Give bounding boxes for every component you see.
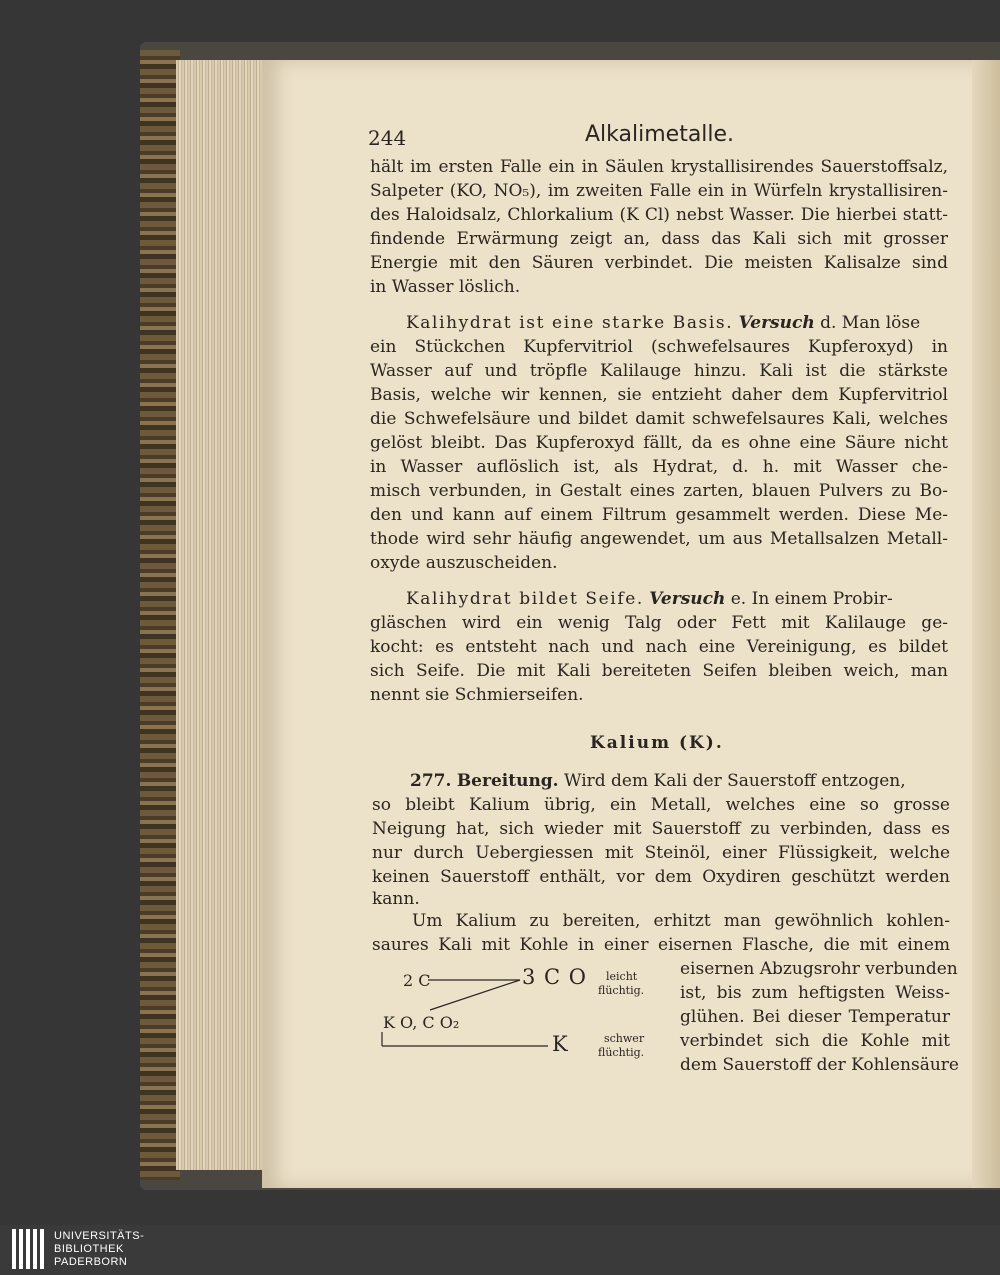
page-edges bbox=[176, 60, 268, 1170]
section-number: 277. bbox=[410, 771, 452, 791]
versuch-label: Versuch bbox=[738, 313, 815, 333]
text-line: hält im ersten Falle ein in Säulen krystallisirendes Sauerstoffsalz, bbox=[370, 157, 948, 177]
text-line: Basis, welche wir kennen, sie entzieht daher dem Kupfervitriol bbox=[370, 385, 948, 405]
text-line: Energie mit den Säuren verbindet. Die meisten Kalisalze sind bbox=[370, 253, 948, 273]
logo-text: PADERBORN bbox=[54, 1256, 128, 1268]
text-line: eisernen Abzugsrohr verbunden bbox=[680, 959, 958, 979]
text-line: die Schwefelsäure und bildet damit schwefelsaures Kali, welches bbox=[370, 409, 948, 429]
text-line: kann. bbox=[372, 889, 420, 909]
text-line: keinen Sauerstoff enthält, vor dem Oxydiren geschützt werden bbox=[372, 867, 950, 887]
text-line: oxyde auszuscheiden. bbox=[370, 553, 558, 573]
text-line: ist, bis zum heftigsten Weiss- bbox=[680, 983, 950, 1003]
text-line: thode wird sehr häufig angewendet, um aus Metallsalzen Metall- bbox=[370, 529, 948, 549]
running-title: Alkalimetalle. bbox=[585, 122, 735, 147]
text-line: glühen. Bei dieser Temperatur bbox=[680, 1007, 950, 1027]
note-fluechtig: flüchtig. bbox=[598, 984, 645, 997]
bold-keyword: Bereitung. bbox=[456, 771, 559, 791]
logo-text: UNIVERSITÄTS- bbox=[54, 1230, 145, 1242]
spaced-phrase: Kalihydrat ist eine starke Basis. bbox=[406, 313, 734, 333]
text-line: Wasser auf und tröpfle Kalilauge hinzu. Kali ist die stärkste bbox=[370, 361, 948, 381]
text-line: nur durch Uebergiessen mit Steinöl, einer Flüssigkeit, welche bbox=[372, 843, 950, 863]
text-run: d. Man löse bbox=[820, 313, 921, 333]
library-logo-icon bbox=[12, 1229, 46, 1269]
text-line: sich Seife. Die mit Kali bereiteten Seifen bleiben weich, man bbox=[370, 661, 948, 681]
note-fluechtig: flüchtig. bbox=[598, 1046, 645, 1059]
text-line: so bleibt Kalium übrig, ein Metall, welches eine so grosse bbox=[372, 795, 950, 815]
section-heading: Kalium (K). bbox=[590, 733, 724, 753]
spaced-phrase: Kalihydrat bildet Seife. bbox=[406, 589, 644, 609]
text-line: ein Stückchen Kupfervitriol (schwefelsaures Kupferoxyd) in bbox=[370, 337, 948, 357]
product-k: K bbox=[552, 1032, 568, 1056]
text-line: Salpeter (KO, NO₅), im zweiten Falle ein in Würfeln krystallisiren- bbox=[370, 181, 948, 201]
text-line: Neigung hat, sich wieder mit Sauerstoff zu verbinden, dass es bbox=[372, 819, 950, 839]
text-line: in Wasser löslich. bbox=[370, 277, 521, 297]
note-leicht: leicht bbox=[606, 970, 638, 983]
note-schwer: schwer bbox=[604, 1032, 645, 1045]
book-spine bbox=[140, 50, 180, 1180]
versuch-label: Versuch bbox=[649, 589, 726, 609]
text-line: des Haloidsalz, Chlorkalium (K Cl) nebst Wasser. Die hierbei statt- bbox=[370, 205, 948, 225]
text-line: misch verbunden, in Gestalt eines zarten, blauen Pulvers zu Bo- bbox=[370, 481, 948, 501]
text-run: e. In einem Probir- bbox=[730, 589, 893, 609]
text-line: kocht: es entsteht nach und nach eine Vereinigung, es bildet bbox=[370, 637, 948, 657]
text-line: in Wasser auflöslich ist, als Hydrat, d. h. mit Wasser che- bbox=[370, 457, 948, 477]
product-co: 3 C O bbox=[522, 965, 587, 989]
paragraph-lead bbox=[406, 589, 893, 610]
text-line: verbindet sich die Kohle mit bbox=[680, 1031, 950, 1051]
library-footer bbox=[0, 1225, 1000, 1275]
paragraph-lead bbox=[406, 313, 920, 334]
text-line: dem Sauerstoff der Kohlensäure bbox=[680, 1055, 959, 1075]
text-line: nennt sie Schmierseifen. bbox=[370, 685, 584, 705]
reactant-potassium-carbonate: K O, C O₂ bbox=[383, 1013, 460, 1032]
text-run: Wird dem Kali der Sauerstoff entzogen, bbox=[564, 771, 906, 791]
text-line: saures Kali mit Kohle in einer eisernen Flasche, die mit einem bbox=[372, 935, 950, 955]
text-line: gelöst bleibt. Das Kupferoxyd fällt, da es ohne eine Säure nicht bbox=[370, 433, 948, 453]
text-line: Um Kalium zu bereiten, erhitzt man gewöhnlich kohlen- bbox=[412, 911, 950, 931]
text-line: den und kann auf einem Filtrum gesammelt werden. Diese Me- bbox=[370, 505, 948, 525]
page-number: 244 bbox=[368, 126, 407, 150]
facing-page-edge bbox=[972, 60, 1000, 1188]
logo-text: BIBLIOTHEK bbox=[54, 1243, 124, 1255]
paragraph-lead bbox=[410, 771, 906, 792]
text-line: findende Erwärmung zeigt an, dass das Kali sich mit grosser bbox=[370, 229, 948, 249]
text-line: gläschen wird ein wenig Talg oder Fett mit Kalilauge ge- bbox=[370, 613, 948, 633]
reactant-carbon: 2 C bbox=[403, 971, 431, 990]
